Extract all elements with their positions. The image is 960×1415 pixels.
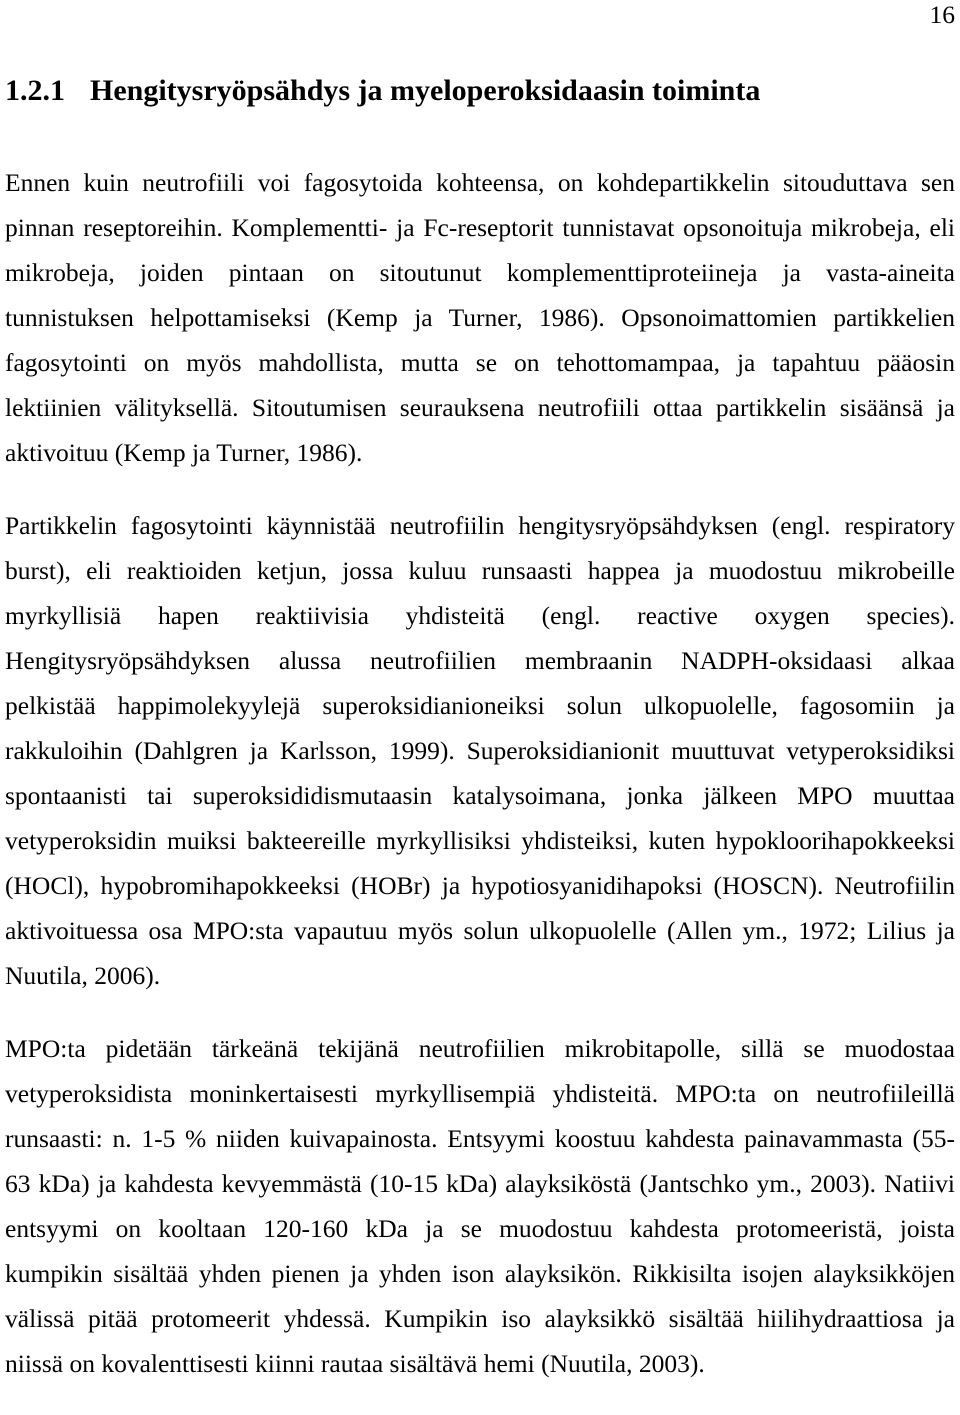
text-line: burst), eli reaktioiden ketjun, jossa kuluu runsaasti happea ja muodostuu mikrobeille: [5, 556, 955, 585]
text-line: spontaanisti tai superoksididismutaasin katalysoimana, jonka jälkeen MPO muuttaa: [5, 781, 955, 810]
text-line: (HOCl), hypobromihapokkeeksi (HOBr) ja hypotiosyanidihapoksi (HOSCN). Neutrofiilin: [5, 871, 955, 900]
text-line: Nuutila, 2006).: [5, 961, 161, 990]
section-number: 1.2.1: [5, 74, 65, 107]
text-line: tunnistuksen helpottamiseksi (Kemp ja Turner, 1986). Opsonoimattomien partikkelien: [5, 303, 955, 332]
text-line: välissä pitää protomeerit yhdessä. Kumpikin iso alayksikkö sisältää hiilihydraattiosa ja: [5, 1304, 955, 1333]
page-number: 16: [929, 0, 955, 29]
text-line: vetyperoksidin muiksi bakteereille myrkyllisiksi yhdisteiksi, kuten hypokloorihapokkeeksi: [5, 826, 955, 855]
text-line: myrkyllisiä hapen reaktiivisia yhdisteitä (engl. reactive oxygen species).: [5, 601, 955, 630]
text-line: rakkuloihin (Dahlgren ja Karlsson, 1999). Superoksidianionit muuttuvat vetyperoksidiksi: [5, 736, 955, 765]
text-line: pelkistää happimolekyylejä superoksidianioneiksi solun ulkopuolelle, fagosomiin ja: [5, 691, 955, 720]
text-line: vetyperoksidista moninkertaisesti myrkyllisempiä yhdisteitä. MPO:ta on neutrofiileillä: [5, 1079, 955, 1108]
paragraph: [5, 1035, 955, 1378]
body-text: [5, 169, 955, 1378]
text-line: runsaasti: n. 1-5 % niiden kuivapainosta. Entsyymi koostuu kahdesta painavammasta (55-: [5, 1124, 955, 1153]
text-line: Partikkelin fagosytointi käynnistää neutrofiilin hengitysryöpsähdyksen (engl. respiratory: [5, 511, 955, 540]
text-line: entsyymi on kooltaan 120-160 kDa ja se muodostuu kahdesta protomeeristä, joista: [5, 1214, 955, 1243]
section-heading: [5, 73, 955, 109]
text-line: pinnan reseptoreihin. Komplementti- ja Fc-reseptorit tunnistavat opsonoituja mikrobeja, eli: [5, 213, 955, 242]
text-line: fagosytointi on myös mahdollista, mutta se on tehottomampaa, ja tapahtuu pääosin: [5, 348, 955, 377]
text-line: aktivoituessa osa MPO:sta vapautuu myös solun ulkopuolelle (Allen ym., 1972; Lilius ja: [5, 916, 955, 945]
paragraph: [5, 512, 955, 990]
paragraph: [5, 169, 955, 467]
text-line: aktivoituu (Kemp ja Turner, 1986).: [5, 438, 363, 467]
text-line: Ennen kuin neutrofiili voi fagosytoida kohteensa, on kohdepartikkelin sitouduttava sen: [5, 168, 955, 197]
text-line: Hengitysryöpsähdyksen alussa neutrofiilien membraanin NADPH-oksidaasi alkaa: [5, 646, 955, 675]
section-title: Hengitysryöpsähdys ja myeloperoksidaasin toiminta: [90, 74, 761, 107]
text-line: lektiinien välityksellä. Sitoutumisen seurauksena neutrofiili ottaa partikkelin sisäänsä ja: [5, 393, 955, 422]
text-line: niissä on kovalenttisesti kiinni rautaa sisältävä hemi (Nuutila, 2003).: [5, 1349, 705, 1378]
text-line: mikrobeja, joiden pintaan on sitoutunut komplementtiproteiineja ja vasta-aineita: [5, 258, 955, 287]
text-line: MPO:ta pidetään tärkeänä tekijänä neutrofiilien mikrobitapolle, sillä se muodostaa: [5, 1034, 955, 1063]
text-line: 63 kDa) ja kahdesta kevyemmästä (10-15 kDa) alayksiköstä (Jantschko ym., 2003). Natiivi: [5, 1169, 955, 1198]
text-line: kumpikin sisältää yhden pienen ja yhden ison alayksikön. Rikkisilta isojen alayksikköjen: [5, 1259, 955, 1288]
